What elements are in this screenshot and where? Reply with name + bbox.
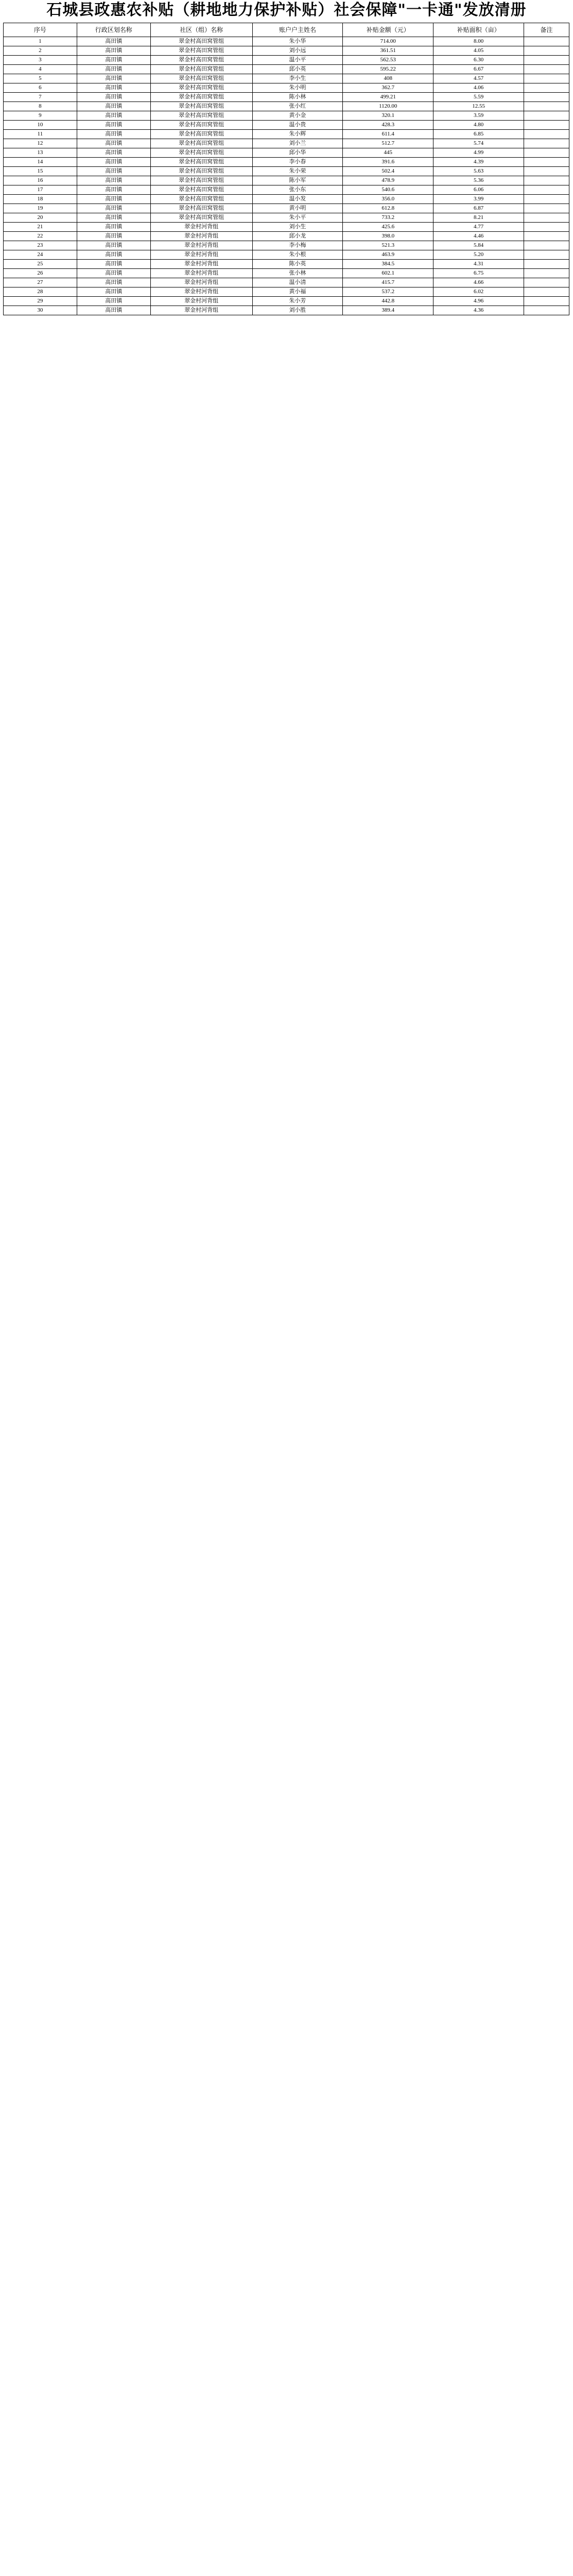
- cell-area: 4.66: [433, 278, 524, 287]
- cell-area: 5.59: [433, 93, 524, 102]
- table-row: [4, 37, 569, 46]
- table-row: [4, 74, 569, 83]
- cell-district: 高田镇: [77, 204, 150, 213]
- cell-index: 14: [4, 158, 77, 167]
- cell-index: 17: [4, 185, 77, 195]
- cell-note: [524, 102, 569, 111]
- cell-area: 6.06: [433, 185, 524, 195]
- cell-index: 20: [4, 213, 77, 223]
- cell-area: 4.77: [433, 223, 524, 232]
- header-account-holder: 账户户主姓名: [252, 23, 343, 37]
- cell-note: [524, 287, 569, 297]
- cell-district: 高田镇: [77, 121, 150, 130]
- cell-note: [524, 74, 569, 83]
- cell-account-holder: 陈小英: [252, 260, 343, 269]
- cell-community: 翠金村河背组: [150, 297, 252, 306]
- cell-area: 4.80: [433, 121, 524, 130]
- cell-community: 翠金村高田窝管组: [150, 102, 252, 111]
- cell-district: 高田镇: [77, 306, 150, 315]
- cell-note: [524, 204, 569, 213]
- cell-index: 22: [4, 232, 77, 241]
- cell-district: 高田镇: [77, 213, 150, 223]
- cell-account-holder: 朱小明: [252, 83, 343, 93]
- cell-district: 高田镇: [77, 37, 150, 46]
- cell-index: 27: [4, 278, 77, 287]
- cell-area: 4.57: [433, 74, 524, 83]
- cell-amount: 425.6: [343, 223, 433, 232]
- cell-community: 翠金村高田窝管组: [150, 37, 252, 46]
- cell-amount: 384.5: [343, 260, 433, 269]
- cell-note: [524, 195, 569, 204]
- cell-amount: 521.3: [343, 241, 433, 250]
- cell-index: 29: [4, 297, 77, 306]
- cell-amount: 391.6: [343, 158, 433, 167]
- cell-note: [524, 65, 569, 74]
- cell-index: 2: [4, 46, 77, 56]
- cell-amount: 362.7: [343, 83, 433, 93]
- cell-account-holder: 温小清: [252, 278, 343, 287]
- cell-note: [524, 250, 569, 260]
- table-row: [4, 213, 569, 223]
- cell-area: 6.02: [433, 287, 524, 297]
- cell-community: 翠金村高田窝管组: [150, 74, 252, 83]
- cell-district: 高田镇: [77, 250, 150, 260]
- cell-area: 5.20: [433, 250, 524, 260]
- cell-index: 11: [4, 130, 77, 139]
- cell-note: [524, 260, 569, 269]
- cell-amount: 445: [343, 148, 433, 158]
- cell-index: 12: [4, 139, 77, 148]
- cell-amount: 714.00: [343, 37, 433, 46]
- cell-account-holder: 张小红: [252, 102, 343, 111]
- cell-area: 8.00: [433, 37, 524, 46]
- cell-account-holder: 陈小军: [252, 176, 343, 185]
- cell-community: 翠金村高田窝管组: [150, 185, 252, 195]
- cell-account-holder: 朱小辉: [252, 130, 343, 139]
- cell-district: 高田镇: [77, 260, 150, 269]
- cell-area: 6.85: [433, 130, 524, 139]
- cell-community: 翠金村河背组: [150, 269, 252, 278]
- cell-district: 高田镇: [77, 148, 150, 158]
- cell-account-holder: 邱小龙: [252, 232, 343, 241]
- cell-area: 6.87: [433, 204, 524, 213]
- table-row: [4, 102, 569, 111]
- cell-note: [524, 37, 569, 46]
- cell-community: 翠金村高田窝管组: [150, 83, 252, 93]
- cell-account-holder: 朱小荣: [252, 167, 343, 176]
- cell-district: 高田镇: [77, 176, 150, 185]
- cell-amount: 540.6: [343, 185, 433, 195]
- cell-community: 翠金村河背组: [150, 278, 252, 287]
- cell-amount: 398.0: [343, 232, 433, 241]
- cell-index: 15: [4, 167, 77, 176]
- cell-community: 翠金村河背组: [150, 241, 252, 250]
- cell-note: [524, 185, 569, 195]
- cell-amount: 408: [343, 74, 433, 83]
- cell-area: 4.99: [433, 148, 524, 158]
- cell-district: 高田镇: [77, 139, 150, 148]
- cell-community: 翠金村河背组: [150, 232, 252, 241]
- cell-account-holder: 李小生: [252, 74, 343, 83]
- table-row: [4, 185, 569, 195]
- cell-note: [524, 56, 569, 65]
- table-row: [4, 46, 569, 56]
- cell-account-holder: 黄小金: [252, 111, 343, 121]
- cell-district: 高田镇: [77, 93, 150, 102]
- cell-index: 9: [4, 111, 77, 121]
- cell-community: 翠金村高田窝管组: [150, 148, 252, 158]
- cell-note: [524, 130, 569, 139]
- cell-account-holder: 朱小根: [252, 250, 343, 260]
- cell-index: 13: [4, 148, 77, 158]
- cell-area: 5.84: [433, 241, 524, 250]
- cell-amount: 502.4: [343, 167, 433, 176]
- cell-area: 6.30: [433, 56, 524, 65]
- cell-amount: 512.7: [343, 139, 433, 148]
- cell-community: 翠金村高田窝管组: [150, 139, 252, 148]
- cell-note: [524, 269, 569, 278]
- cell-amount: 428.3: [343, 121, 433, 130]
- cell-note: [524, 223, 569, 232]
- cell-amount: 478.9: [343, 176, 433, 185]
- cell-district: 高田镇: [77, 185, 150, 195]
- cell-note: [524, 158, 569, 167]
- cell-index: 8: [4, 102, 77, 111]
- cell-community: 翠金村河背组: [150, 306, 252, 315]
- cell-account-holder: 刘小兰: [252, 139, 343, 148]
- cell-index: 4: [4, 65, 77, 74]
- cell-community: 翠金村高田窝管组: [150, 176, 252, 185]
- cell-account-holder: 张小东: [252, 185, 343, 195]
- cell-district: 高田镇: [77, 232, 150, 241]
- cell-index: 24: [4, 250, 77, 260]
- table-row: [4, 93, 569, 102]
- cell-note: [524, 83, 569, 93]
- cell-note: [524, 241, 569, 250]
- subsidy-table: [3, 23, 569, 315]
- cell-district: 高田镇: [77, 130, 150, 139]
- header-community: 社区（组）名称: [150, 23, 252, 37]
- cell-district: 高田镇: [77, 167, 150, 176]
- cell-note: [524, 306, 569, 315]
- cell-note: [524, 139, 569, 148]
- cell-account-holder: 刘小生: [252, 223, 343, 232]
- table-row: [4, 130, 569, 139]
- cell-amount: 463.9: [343, 250, 433, 260]
- cell-account-holder: 李小春: [252, 158, 343, 167]
- table-row: [4, 204, 569, 213]
- cell-amount: 595.22: [343, 65, 433, 74]
- cell-note: [524, 232, 569, 241]
- cell-community: 翠金村高田窝管组: [150, 56, 252, 65]
- cell-district: 高田镇: [77, 65, 150, 74]
- cell-district: 高田镇: [77, 46, 150, 56]
- cell-area: 12.55: [433, 102, 524, 111]
- cell-community: 翠金村高田窝管组: [150, 121, 252, 130]
- cell-account-holder: 李小梅: [252, 241, 343, 250]
- cell-note: [524, 148, 569, 158]
- header-area: 补贴面积（亩）: [433, 23, 524, 37]
- cell-account-holder: 刘小胜: [252, 306, 343, 315]
- document-title: 石城县政惠农补贴（耕地地力保护补贴）社会保障"一卡通"发放清册: [46, 1, 527, 19]
- cell-note: [524, 297, 569, 306]
- cell-note: [524, 167, 569, 176]
- cell-note: [524, 176, 569, 185]
- cell-index: 16: [4, 176, 77, 185]
- cell-area: 5.36: [433, 176, 524, 185]
- table-row: [4, 269, 569, 278]
- cell-community: 翠金村高田窝管组: [150, 130, 252, 139]
- table-row: [4, 250, 569, 260]
- cell-district: 高田镇: [77, 287, 150, 297]
- cell-district: 高田镇: [77, 269, 150, 278]
- cell-account-holder: 刘小远: [252, 46, 343, 56]
- cell-community: 翠金村高田窝管组: [150, 195, 252, 204]
- cell-district: 高田镇: [77, 241, 150, 250]
- cell-amount: 1120.00: [343, 102, 433, 111]
- table-row: [4, 65, 569, 74]
- cell-area: 4.06: [433, 83, 524, 93]
- cell-index: 5: [4, 74, 77, 83]
- cell-area: 4.46: [433, 232, 524, 241]
- cell-area: 5.63: [433, 167, 524, 176]
- cell-note: [524, 46, 569, 56]
- cell-district: 高田镇: [77, 195, 150, 204]
- cell-community: 翠金村高田窝管组: [150, 167, 252, 176]
- cell-area: 4.96: [433, 297, 524, 306]
- table-row: [4, 287, 569, 297]
- cell-area: 4.05: [433, 46, 524, 56]
- cell-amount: 562.53: [343, 56, 433, 65]
- table-row: [4, 111, 569, 121]
- cell-community: 翠金村高田窝管组: [150, 204, 252, 213]
- cell-area: 5.74: [433, 139, 524, 148]
- cell-area: 3.99: [433, 195, 524, 204]
- cell-community: 翠金村河背组: [150, 223, 252, 232]
- cell-amount: 602.1: [343, 269, 433, 278]
- table-row: [4, 195, 569, 204]
- cell-area: 4.36: [433, 306, 524, 315]
- cell-index: 23: [4, 241, 77, 250]
- cell-district: 高田镇: [77, 297, 150, 306]
- cell-index: 3: [4, 56, 77, 65]
- cell-area: 3.59: [433, 111, 524, 121]
- header-note: 备注: [524, 23, 569, 37]
- cell-community: 翠金村高田窝管组: [150, 213, 252, 223]
- cell-account-holder: 邱小英: [252, 65, 343, 74]
- table-row: [4, 278, 569, 287]
- table-row: [4, 176, 569, 185]
- cell-index: 10: [4, 121, 77, 130]
- cell-district: 高田镇: [77, 278, 150, 287]
- cell-amount: 389.4: [343, 306, 433, 315]
- cell-account-holder: 朱小平: [252, 213, 343, 223]
- header-amount: 补贴金额（元）: [343, 23, 433, 37]
- cell-area: 4.31: [433, 260, 524, 269]
- cell-note: [524, 111, 569, 121]
- table-row: [4, 139, 569, 148]
- table-row: [4, 223, 569, 232]
- table-row: [4, 297, 569, 306]
- cell-district: 高田镇: [77, 223, 150, 232]
- cell-account-holder: 张小林: [252, 269, 343, 278]
- cell-index: 25: [4, 260, 77, 269]
- cell-district: 高田镇: [77, 111, 150, 121]
- cell-amount: 361.51: [343, 46, 433, 56]
- cell-index: 28: [4, 287, 77, 297]
- cell-index: 18: [4, 195, 77, 204]
- table-row: [4, 232, 569, 241]
- cell-note: [524, 213, 569, 223]
- cell-index: 21: [4, 223, 77, 232]
- cell-community: 翠金村高田窝管组: [150, 46, 252, 56]
- cell-account-holder: 朱小华: [252, 37, 343, 46]
- cell-community: 翠金村高田窝管组: [150, 65, 252, 74]
- cell-area: 6.75: [433, 269, 524, 278]
- table-row: [4, 158, 569, 167]
- cell-account-holder: 邱小华: [252, 148, 343, 158]
- cell-amount: 537.2: [343, 287, 433, 297]
- cell-district: 高田镇: [77, 83, 150, 93]
- cell-index: 26: [4, 269, 77, 278]
- table-row: [4, 306, 569, 315]
- cell-district: 高田镇: [77, 56, 150, 65]
- table-row: [4, 83, 569, 93]
- table-row: [4, 121, 569, 130]
- cell-amount: 320.1: [343, 111, 433, 121]
- cell-community: 翠金村高田窝管组: [150, 111, 252, 121]
- table-row: [4, 148, 569, 158]
- header-district: 行政区划名称: [77, 23, 150, 37]
- cell-district: 高田镇: [77, 102, 150, 111]
- cell-district: 高田镇: [77, 158, 150, 167]
- cell-community: 翠金村高田窝管组: [150, 93, 252, 102]
- cell-area: 6.67: [433, 65, 524, 74]
- cell-note: [524, 121, 569, 130]
- cell-community: 翠金村河背组: [150, 287, 252, 297]
- table-row: [4, 241, 569, 250]
- cell-district: 高田镇: [77, 74, 150, 83]
- cell-index: 30: [4, 306, 77, 315]
- cell-index: 7: [4, 93, 77, 102]
- cell-index: 1: [4, 37, 77, 46]
- cell-account-holder: 黄小福: [252, 287, 343, 297]
- cell-amount: 612.8: [343, 204, 433, 213]
- cell-community: 翠金村河背组: [150, 260, 252, 269]
- table-row: [4, 260, 569, 269]
- cell-note: [524, 93, 569, 102]
- cell-community: 翠金村河背组: [150, 250, 252, 260]
- table-row: [4, 167, 569, 176]
- cell-index: 6: [4, 83, 77, 93]
- cell-account-holder: 朱小芳: [252, 297, 343, 306]
- cell-index: 19: [4, 204, 77, 213]
- cell-amount: 733.2: [343, 213, 433, 223]
- cell-amount: 611.4: [343, 130, 433, 139]
- cell-note: [524, 278, 569, 287]
- header-index: 序号: [4, 23, 77, 37]
- table-header-row: [4, 23, 569, 37]
- cell-amount: 356.0: [343, 195, 433, 204]
- cell-amount: 442.8: [343, 297, 433, 306]
- cell-amount: 499.21: [343, 93, 433, 102]
- cell-account-holder: 温小平: [252, 56, 343, 65]
- table-row: [4, 56, 569, 65]
- cell-area: 8.21: [433, 213, 524, 223]
- cell-account-holder: 黄小明: [252, 204, 343, 213]
- cell-community: 翠金村高田窝管组: [150, 158, 252, 167]
- cell-area: 4.39: [433, 158, 524, 167]
- cell-amount: 415.7: [343, 278, 433, 287]
- cell-account-holder: 温小发: [252, 195, 343, 204]
- cell-account-holder: 温小贵: [252, 121, 343, 130]
- cell-account-holder: 陈小林: [252, 93, 343, 102]
